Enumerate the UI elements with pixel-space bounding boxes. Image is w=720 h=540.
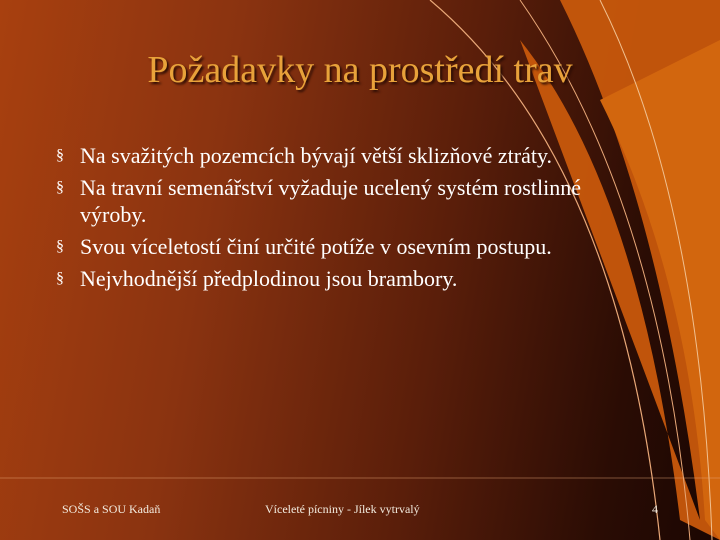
bullet-marker: § — [56, 179, 64, 196]
bullet-list — [50, 142, 650, 297]
bullet-text: Nejvhodnější předplodinou jsou brambory. — [80, 266, 458, 291]
bullet-item — [50, 174, 650, 228]
bullet-item — [50, 233, 650, 260]
bullet-text: Na travní semenářství vyžaduje ucelený systém rostlinné výroby. — [80, 175, 581, 227]
footer-topic: Víceleté pícniny - Jílek vytrvalý — [265, 502, 420, 516]
page-number: 4 — [652, 502, 658, 516]
bullet-text: Svou víceletostí činí určité potíže v osevním postupu. — [80, 234, 552, 259]
bullet-item — [50, 265, 650, 292]
slide-title: Požadavky na prostředí trav — [147, 49, 573, 91]
bullet-text: Na svažitých pozemcích bývají větší sklizňové ztráty. — [80, 143, 553, 168]
bullet-marker: § — [56, 147, 64, 164]
bullet-marker: § — [56, 270, 64, 287]
bullet-item — [50, 142, 650, 169]
footer-school: SOŠS a SOU Kadaň — [62, 502, 161, 516]
bullet-marker: § — [56, 238, 64, 255]
